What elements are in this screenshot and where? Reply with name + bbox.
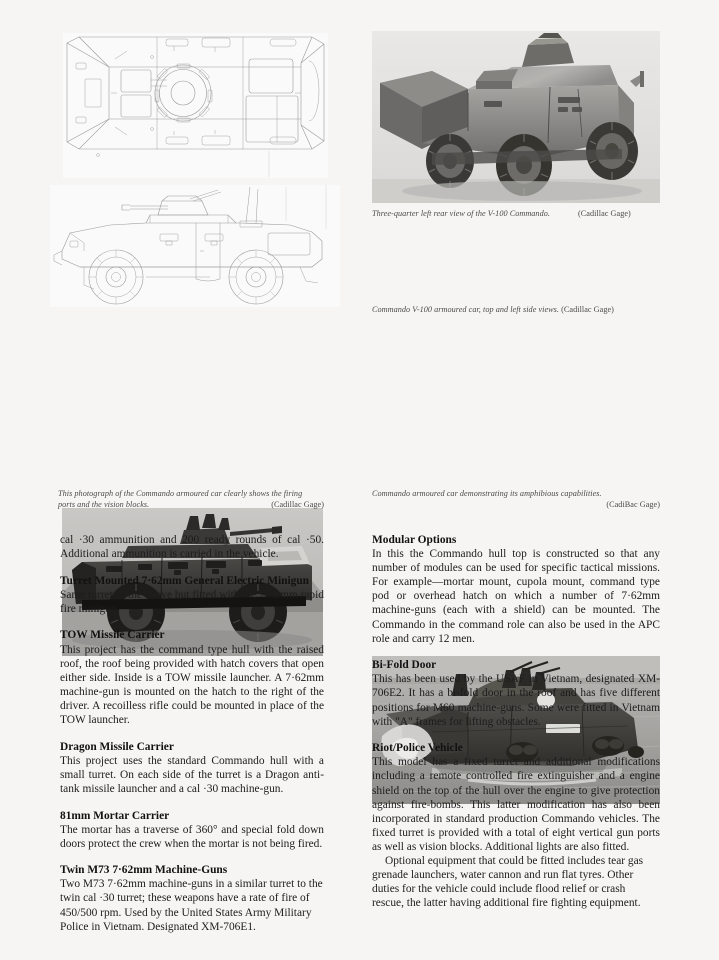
- figure-top-view-line-drawing: [63, 33, 328, 178]
- body-81mm-mortar-carrier: The mortar has a traverse of 360° and special fold down doors protect the crew when the mortar is not being fired.: [60, 823, 324, 850]
- spacer: [60, 851, 324, 864]
- caption-three-quarter-credit: (Cadillac Gage): [578, 209, 631, 218]
- figure-three-quarter-rear-photo: [372, 31, 660, 203]
- caption-line-drawings-text: Commando V-100 armoured car, top and left side views.: [372, 305, 560, 314]
- body-riot-police-vehicle-continued: Optional equipment that could be fitted includes tear gas grenade launchers, water cannon and run flat tyres. Other duties for the vehicle could include flood relief or crash rescue, the latter having additional fire fighting equipment.: [372, 854, 644, 910]
- body-bi-fold-door: This has been used by the USAF in Vietnam, designated XM-706E2. It has a bi-fold door in the roof and has five different positions for M60 machine-guns. Some were fitted in Vietnam with "A" frames for lifting obstacles.: [372, 673, 660, 728]
- caption-three-quarter-text: Three-quarter left rear view of the V-100 Commando.: [372, 209, 550, 218]
- caption-amphibious-credit: (CadiBac Gage): [606, 499, 660, 509]
- caption-firing-ports-line2-row: [58, 500, 324, 511]
- caption-amphibious: [372, 489, 660, 510]
- side-view-svg: [50, 185, 340, 307]
- right-text-column: [372, 533, 660, 910]
- body-dragon-missile-carrier: This project uses the standard Commando hull with a small turret. On each side of the turret is a Dragon anti-tank missile launcher and a cal ·30 machine-gun.: [60, 754, 324, 795]
- caption-line-drawings: [372, 305, 672, 316]
- caption-amphibious-text: Commando armoured car demonstrating its amphibious capabilities.: [372, 489, 602, 498]
- spacer: [372, 729, 660, 742]
- caption-firing-ports-line1: This photograph of the Commando armoured car clearly shows the firing: [58, 489, 303, 498]
- caption-firing-ports-credit: (Cadillac Gage): [271, 499, 324, 509]
- caption-three-quarter-credit-wrap: [578, 209, 662, 220]
- heading-bi-fold-door: Bi-Fold Door: [372, 659, 437, 672]
- caption-firing-ports: [58, 489, 324, 510]
- three-quarter-photo-frame: [372, 31, 660, 203]
- heading-modular-options: Modular Options: [372, 534, 457, 546]
- spacer: [60, 561, 324, 574]
- caption-firing-ports-line2: ports and the vision blocks.: [58, 499, 150, 509]
- body-modular-options: In this the Commando hull top is constructed so that any number of modules can be used for specific tactical missions. For example—mortar mount, cupola mount, command type pod or overhead hatch on which a number of 7·62mm machine-guns (each with a shield) can be mounted. The Commando in the command role can also be used in the APC role and carry 12 men.: [372, 548, 660, 645]
- left-continued-paragraph: cal ·30 ammunition and 200 ready rounds of cal ·50. Additional ammunition is carried in the vehicle.: [60, 534, 324, 561]
- left-text-column: [60, 533, 324, 934]
- spacer: [372, 646, 660, 659]
- spacer: [60, 616, 324, 629]
- top-view-drawing-frame: [63, 33, 328, 178]
- heading-riot-police-vehicle: Riot/Police Vehicle: [372, 742, 463, 755]
- caption-line-drawings-credit: (Cadillac Gage): [561, 305, 614, 314]
- caption-amphibious-credit-row: [372, 500, 660, 511]
- spacer: [60, 796, 324, 809]
- spacer: [60, 727, 324, 740]
- body-riot-police-vehicle: This model has a fixed turret and additional modifications including a remote controlled fire extinguisher and a engine shield on the top of the hull over the engine to give protection against fire-bombs. This latter modification has also been incorporated in standard production Commando vehicles. The fixed turret is provided with a total of eight vertical gun ports as well as vision blocks. Additional lights are also fitted.: [372, 756, 660, 853]
- three-quarter-rear-photo-svg: [372, 31, 660, 203]
- body-twin-m73-machine-guns: Two M73 7·62mm machine-guns in a similar turret to the twin cal ·30 turret; these weapons have a rate of fire of 450/500 rpm. Used by the United States Army Military Police in Vietnam. Designated XM-706E1.: [60, 878, 323, 933]
- body-turret-mounted-minigun: Same turret as the above but fitted with the 7·62mm rapid fire minigun.: [60, 588, 324, 615]
- heading-turret-mounted-minigun: Turret Mounted 7·62mm General Electric Minigun: [60, 574, 309, 587]
- heading-dragon-missile-carrier: Dragon Missile Carrier: [60, 740, 174, 753]
- heading-81mm-mortar-carrier: 81mm Mortar Carrier: [60, 809, 170, 822]
- top-view-svg: [63, 33, 328, 178]
- heading-tow-missile-carrier: TOW Missile Carrier: [60, 629, 165, 642]
- side-view-drawing-frame: [50, 185, 340, 307]
- figure-side-view-line-drawing: [50, 185, 340, 307]
- heading-twin-m73-machine-guns: Twin M73 7·62mm Machine-Guns: [60, 864, 228, 877]
- body-tow-missile-carrier: This project has the command type hull with the raised roof, the roof being provided with hatch covers that open either side. Inside is a TOW missile launcher. A 7·62mm machine-gun is mounted on the hatch to the right of the driver. A recoilless rifle could be mounted in place of the TOW launcher.: [60, 643, 324, 727]
